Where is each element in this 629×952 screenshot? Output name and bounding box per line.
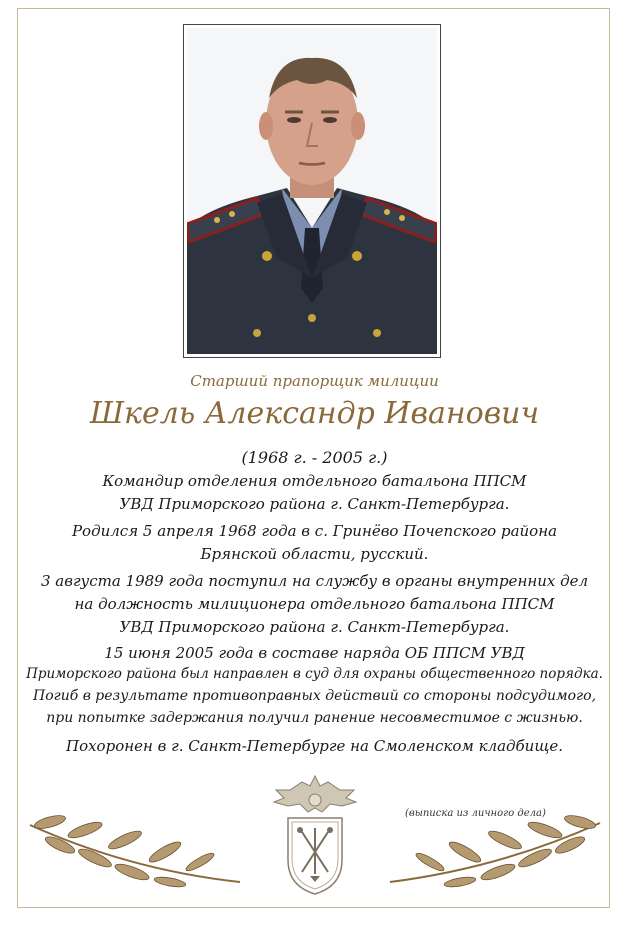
source-note: (выписка из личного дела)	[405, 808, 546, 819]
bio-line: при попытке задержания получил ранение несовместимое с жизнью.	[46, 710, 583, 726]
bio-line: Приморского района был направлен в суд для охраны общественного порядка.	[26, 666, 603, 682]
bio-line: Брянской области, русский.	[200, 545, 429, 563]
bio-line: 15 июня 2005 года в составе наряда ОБ ППСМ УВД	[104, 644, 525, 662]
rank-title: Старший прапорщик милиции	[190, 372, 439, 390]
bio-line: на должность милиционера отдельного батальона ППСМ	[74, 595, 555, 613]
laurel-branch-left-icon	[20, 800, 245, 894]
bio-line: Родился 5 апреля 1968 года в с. Гринёво Почепского района	[71, 522, 558, 540]
laurel-branch-right-icon	[385, 808, 610, 902]
police-emblem-icon	[270, 768, 360, 902]
bio-line: Погиб в результате противоправных действий со стороны подсудимого,	[32, 688, 597, 704]
bio-line: Командир отделения отдельного батальона ППСМ	[102, 472, 527, 490]
life-years: (1968 г. - 2005 г.)	[241, 448, 388, 467]
person-name: Шкель Александр Иванович	[89, 396, 540, 431]
bio-line: 3 августа 1989 года поступил на службу в органы внутренних дел	[40, 572, 589, 590]
bio-line: Похоронен в г. Санкт-Петербурге на Смоленском кладбище.	[65, 737, 564, 755]
bio-line: УВД Приморского района г. Санкт-Петербурга.	[119, 495, 510, 513]
portrait-photo	[187, 28, 437, 354]
bio-line: УВД Приморского района г. Санкт-Петербурга.	[119, 618, 510, 636]
